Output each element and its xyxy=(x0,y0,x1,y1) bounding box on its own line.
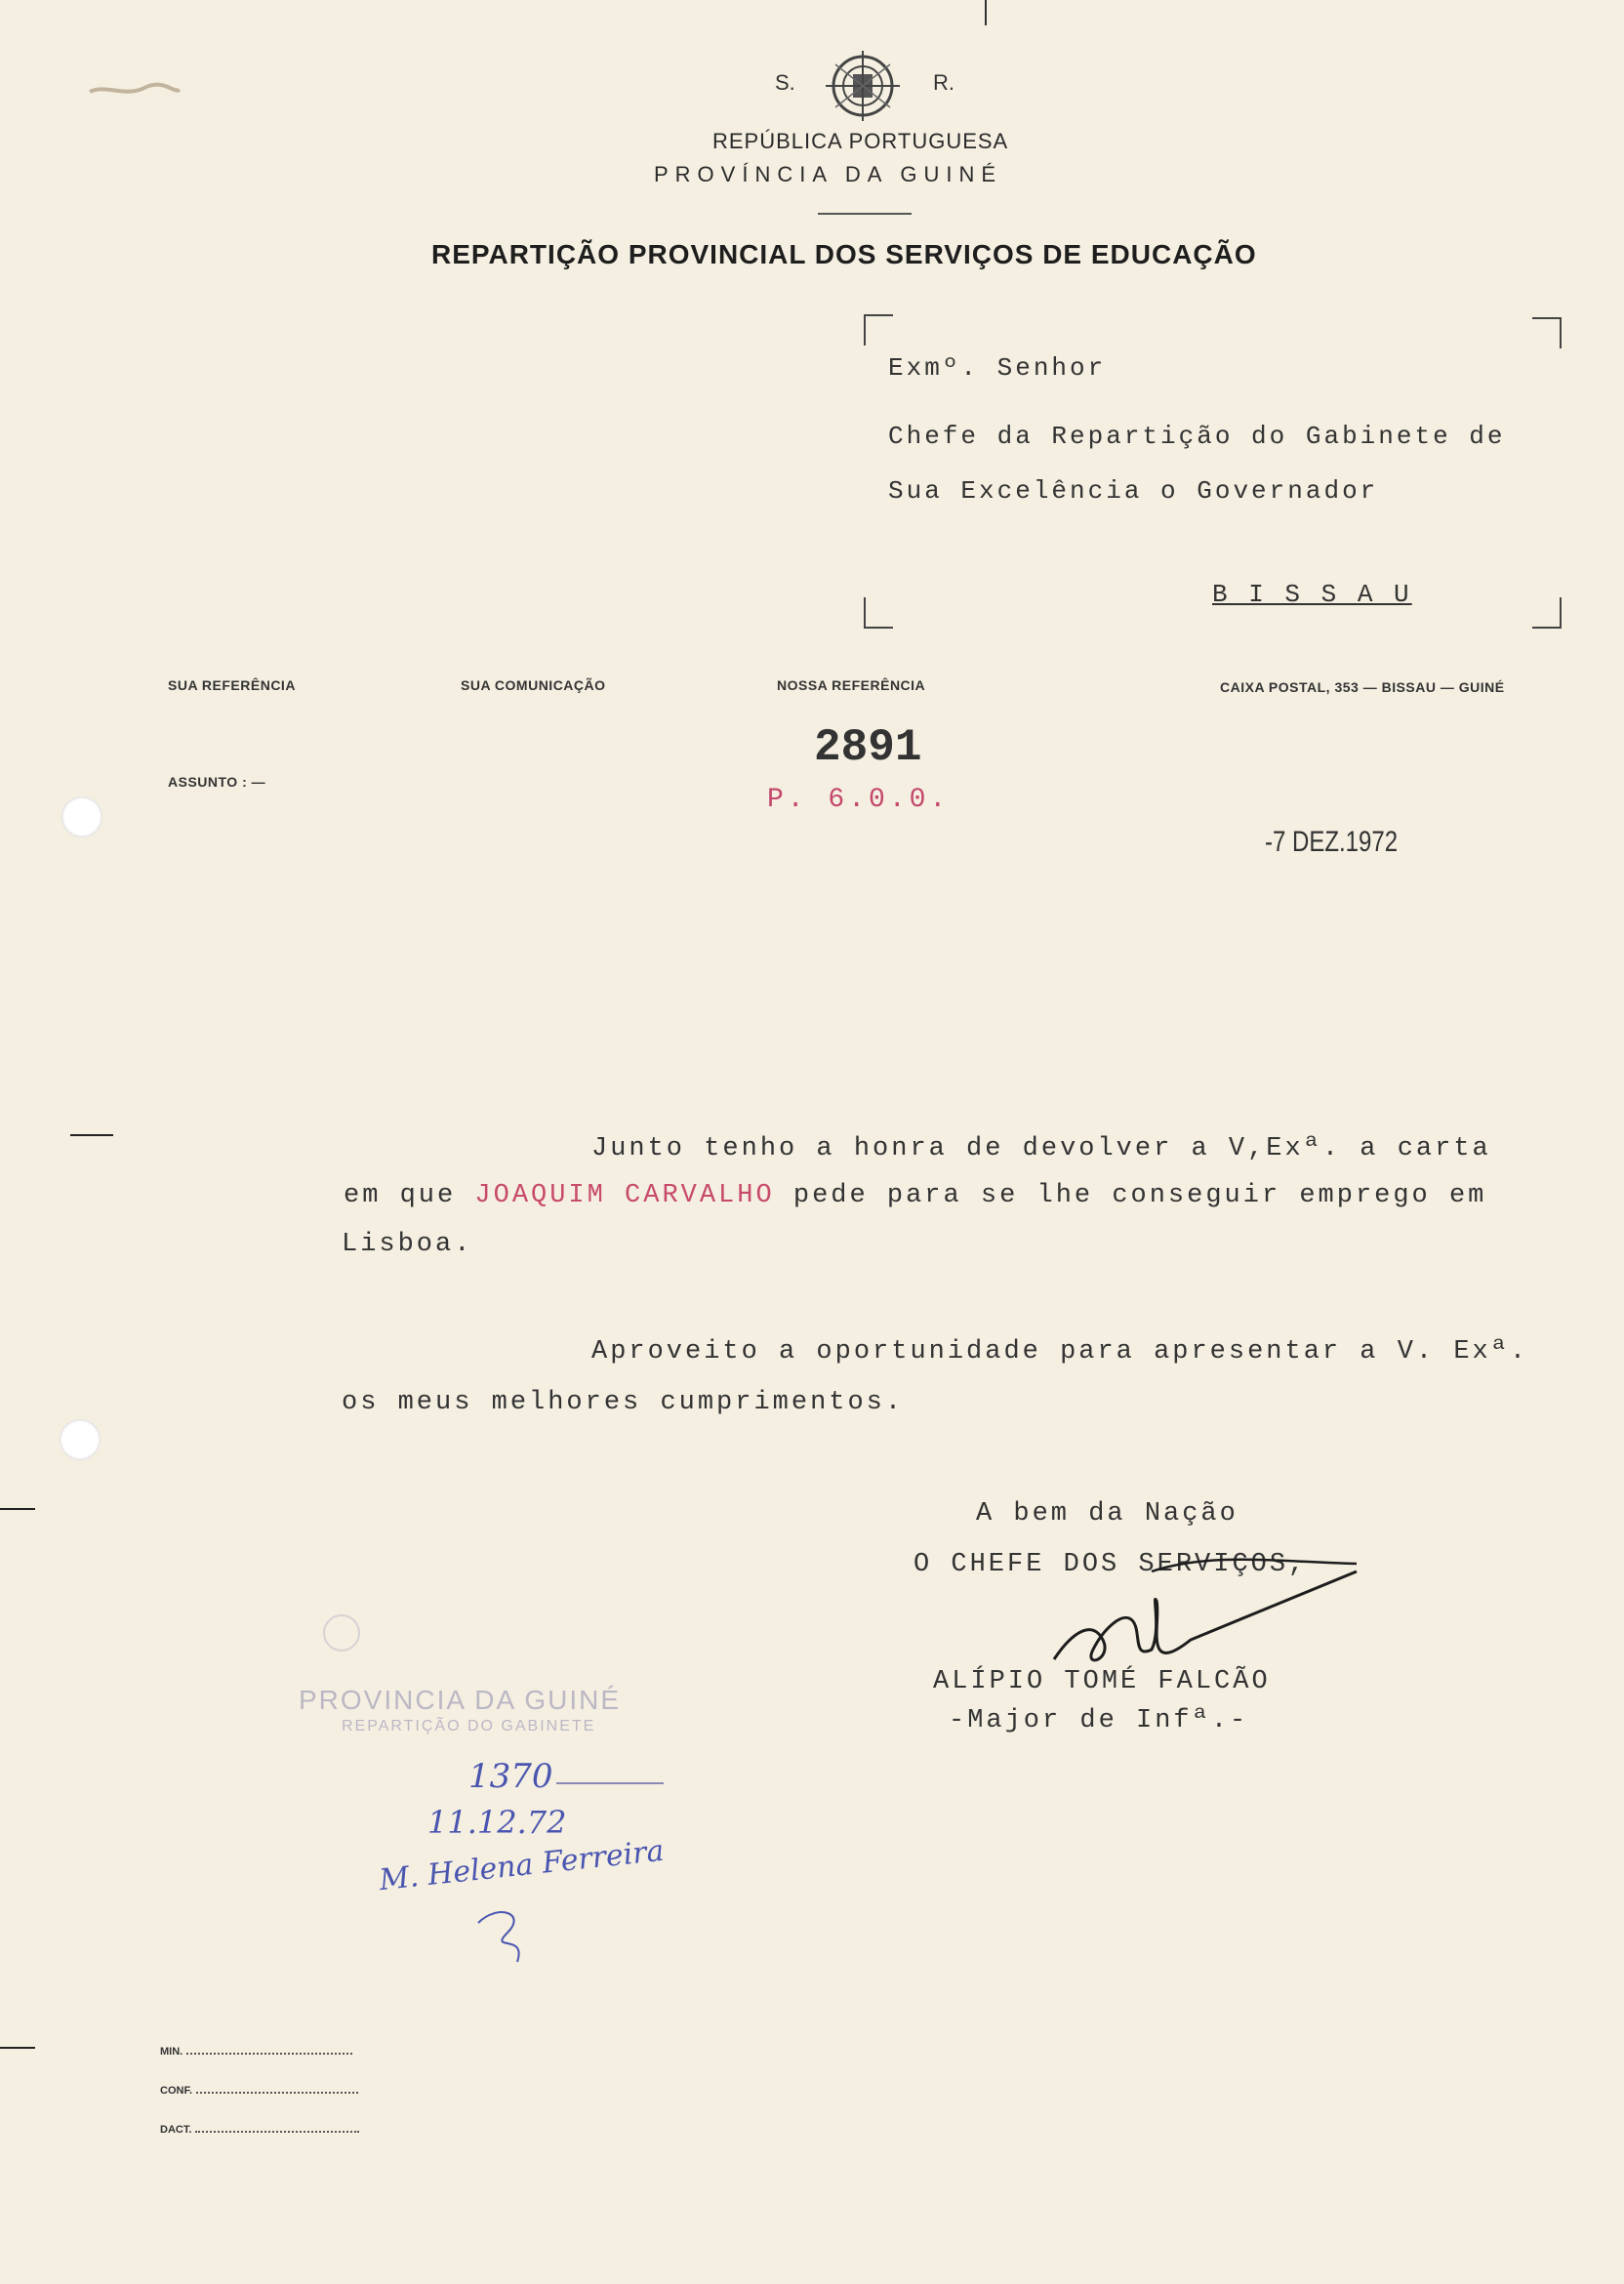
coat-of-arms-icon xyxy=(816,47,910,125)
date-stamp: -7 DEZ.1972 xyxy=(1265,826,1399,858)
body-p2-line1: Aproveito a oportunidade para apresentar a V. Exª. xyxy=(591,1337,1529,1366)
label-assunto: ASSUNTO : — xyxy=(168,774,266,790)
body-p1-line2-post: pede para se lhe conseguir emprego em xyxy=(792,1181,1487,1210)
margin-tick xyxy=(0,1508,35,1510)
window-corner-tl xyxy=(864,314,893,346)
window-corner-tr xyxy=(1532,317,1562,348)
body-p2-line2: os meus melhores cumprimentos. xyxy=(342,1388,905,1417)
label-caixa-postal: CAIXA POSTAL, 353 — BISSAU — GUINÉ xyxy=(1220,679,1505,695)
closing-salutation: A bem da Nação xyxy=(976,1499,1238,1529)
addressee-line-3: Sua Excelência o Governador xyxy=(888,476,1379,506)
stamp-entry-signature: M. Helena Ferreira xyxy=(377,1833,667,1898)
label-nossa-referencia: NOSSA REFERÊNCIA xyxy=(777,677,926,693)
window-corner-bl xyxy=(864,597,893,629)
stamp-entry-line xyxy=(556,1782,664,1784)
addressee-line-2: Chefe da Repartição do Gabinete de xyxy=(888,422,1506,451)
margin-tick xyxy=(0,2047,35,2049)
stamp-emblem-icon xyxy=(312,1611,371,1662)
footer-conf-field xyxy=(196,2092,358,2094)
department-title: REPARTIÇÃO PROVINCIAL DOS SERVIÇOS DE EDUCAÇÃO xyxy=(431,239,1257,269)
label-sua-referencia: SUA REFERÊNCIA xyxy=(168,677,296,693)
footer-min-field xyxy=(186,2053,352,2055)
body-p1-line1: Junto tenho a honra de devolver a V,Exª. a carta xyxy=(591,1134,1491,1163)
fold-mark xyxy=(985,0,987,25)
body-p1-line3: Lisboa. xyxy=(342,1230,473,1259)
footer-dact xyxy=(160,2124,359,2136)
punch-hole-bottom xyxy=(60,1419,101,1460)
stamp-line-1: PROVINCIA DA GUINÉ xyxy=(299,1685,622,1715)
window-corner-br xyxy=(1532,597,1562,629)
signatory-name: ALÍPIO TOMÉ FALCÃO xyxy=(933,1667,1271,1696)
punch-hole-top xyxy=(61,796,102,837)
letterhead-s: S. xyxy=(775,70,795,95)
process-code: P. 6.0.0. xyxy=(767,785,951,815)
closing-title: O CHEFE DOS SERVIÇOS, xyxy=(914,1550,1308,1579)
body-p1-line2-pre: em que xyxy=(344,1181,457,1210)
margin-tick xyxy=(70,1134,113,1136)
reference-number: 2891 xyxy=(814,722,922,773)
divider xyxy=(818,213,912,215)
stamp-line-2: REPARTIÇÃO DO GABINETE xyxy=(342,1718,596,1734)
label-sua-comunicacao: SUA COMUNICAÇÃO xyxy=(461,677,606,693)
body-p1-line2 xyxy=(344,1181,1486,1210)
staple-mark xyxy=(86,80,183,100)
addressee-salutation: Exmº. Senhor xyxy=(888,353,1107,383)
stamp-entry-date: 11.12.72 xyxy=(427,1804,567,1841)
addressee-city: B I S S A U xyxy=(1212,580,1412,609)
footer-dact-label: DACT. xyxy=(160,2124,192,2136)
province-name: PROVÍNCIA DA GUINÉ xyxy=(654,162,1003,186)
footer-min-label: MIN. xyxy=(160,2046,183,2058)
footer-conf-label: CONF. xyxy=(160,2085,192,2097)
letterhead-r: R. xyxy=(933,70,954,95)
footer-conf xyxy=(160,2085,358,2097)
footer-dact-field xyxy=(195,2131,359,2133)
addressee-person-name: JOAQUIM CARVALHO xyxy=(474,1181,775,1210)
stamp-initial-mark xyxy=(468,1894,547,1972)
stamp-entry-number: 1370 xyxy=(468,1757,553,1796)
footer-min xyxy=(160,2046,352,2058)
republic-name: REPÚBLICA PORTUGUESA xyxy=(712,129,1009,153)
signatory-rank: -Major de Infª.- xyxy=(949,1706,1249,1735)
